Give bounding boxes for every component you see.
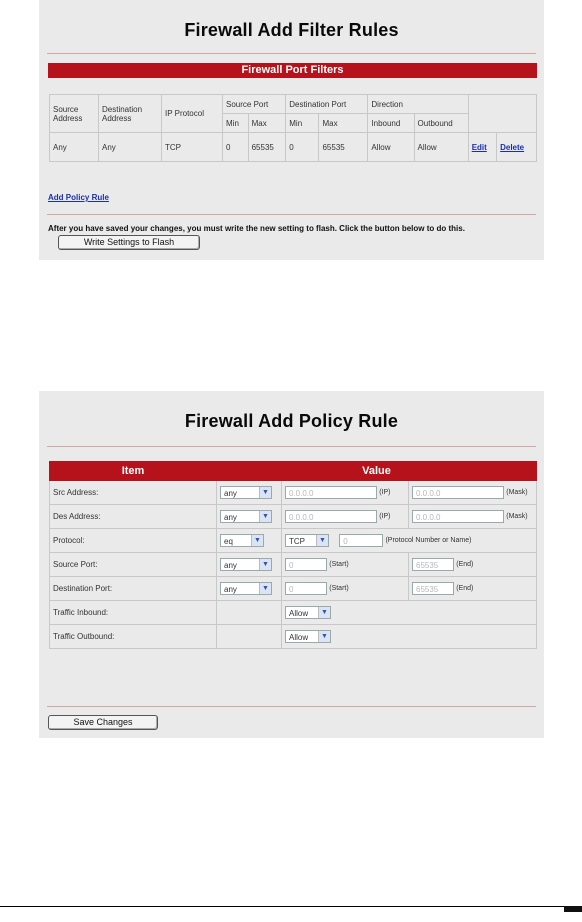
divider — [47, 53, 536, 54]
value-cell — [282, 529, 537, 553]
mask-suffix: (Mask) — [506, 513, 528, 520]
value-cell — [217, 481, 282, 505]
ip-suffix: (IP) — [379, 513, 391, 520]
row-label: Src Address: — [50, 481, 217, 505]
chevron-down-icon: ▼ — [251, 535, 263, 546]
protocol-number-suffix: (Protocol Number or Name) — [385, 537, 472, 544]
row-label: Destination Port: — [50, 577, 217, 601]
src-ip-input[interactable]: 0.0.0.0 — [285, 486, 377, 499]
divider — [47, 214, 536, 215]
column-value: Value — [217, 462, 537, 481]
select-value: Allow — [289, 609, 309, 618]
destination-port-end-input[interactable]: 65535 — [412, 582, 454, 595]
cell-source-address: Any — [50, 133, 99, 162]
header-destination-address: Destination Address — [99, 95, 162, 133]
destination-port-select[interactable] — [220, 582, 272, 595]
end-suffix: (End) — [456, 561, 474, 568]
chevron-down-icon: ▼ — [318, 631, 330, 642]
select-value: eq — [224, 537, 233, 546]
chevron-down-icon: ▼ — [259, 511, 271, 522]
cell-destination-address: Any — [99, 133, 162, 162]
flash-note: After you have saved your changes, you must write the new setting to flash. Click the button below to do this. — [48, 224, 465, 233]
select-value: TCP — [289, 537, 305, 546]
delete-cell — [497, 133, 537, 162]
start-suffix: (Start) — [329, 585, 349, 592]
protocol-operator-select[interactable] — [220, 534, 264, 547]
src-address-type-select[interactable] — [220, 486, 272, 499]
cell-inbound: Allow — [368, 133, 414, 162]
divider — [47, 706, 536, 707]
header-ip-protocol: IP Protocol — [162, 95, 223, 133]
header-dst-min: Min — [286, 114, 319, 133]
value-cell — [409, 553, 537, 577]
cell-src-max: 65535 — [248, 133, 286, 162]
des-mask-input[interactable]: 0.0.0.0 — [412, 510, 504, 523]
table-row — [50, 601, 537, 625]
row-label: Traffic Inbound: — [50, 601, 217, 625]
select-value: any — [224, 561, 237, 570]
cell-ip-protocol: TCP — [162, 133, 223, 162]
des-address-type-select[interactable] — [220, 510, 272, 523]
value-cell — [217, 553, 282, 577]
page-footer-mark — [564, 906, 582, 912]
divider — [47, 446, 536, 447]
header-inbound: Inbound — [368, 114, 414, 133]
value-cell — [282, 505, 409, 529]
select-value: any — [224, 513, 237, 522]
protocol-select[interactable] — [285, 534, 329, 547]
select-value: any — [224, 489, 237, 498]
header-outbound: Outbound — [414, 114, 468, 133]
end-suffix: (End) — [456, 585, 474, 592]
mask-suffix: (Mask) — [506, 489, 528, 496]
header-destination-port: Destination Port — [286, 95, 368, 114]
ip-suffix: (IP) — [379, 489, 391, 496]
chevron-down-icon: ▼ — [316, 535, 328, 546]
edit-link[interactable]: Edit — [471, 142, 487, 152]
header-src-max: Max — [248, 114, 286, 133]
value-cell — [217, 601, 282, 625]
add-policy-rule-link[interactable]: Add Policy Rule — [48, 193, 109, 202]
chevron-down-icon: ▼ — [259, 583, 271, 594]
value-cell — [217, 529, 282, 553]
table-row — [50, 625, 537, 649]
save-changes-button[interactable]: Save Changes — [48, 715, 158, 730]
filter-rules-panel — [39, 0, 544, 260]
table-row — [50, 529, 537, 553]
select-value: Allow — [289, 633, 309, 642]
header-actions — [468, 95, 536, 133]
cell-dst-min: 0 — [286, 133, 319, 162]
row-label: Protocol: — [50, 529, 217, 553]
value-cell — [217, 505, 282, 529]
chevron-down-icon: ▼ — [259, 487, 271, 498]
source-port-end-input[interactable]: 65535 — [412, 558, 454, 571]
source-port-start-input[interactable]: 0 — [285, 558, 327, 571]
cell-src-min: 0 — [223, 133, 249, 162]
delete-link[interactable]: Delete — [500, 142, 525, 152]
protocol-number-input[interactable]: 0 — [339, 534, 383, 547]
table-row — [50, 577, 537, 601]
start-suffix: (Start) — [329, 561, 349, 568]
chevron-down-icon: ▼ — [259, 559, 271, 570]
header-src-min: Min — [223, 114, 249, 133]
row-label: Source Port: — [50, 553, 217, 577]
header-direction: Direction — [368, 95, 468, 114]
select-value: any — [224, 585, 237, 594]
header-source-port: Source Port — [223, 95, 286, 114]
edit-cell — [468, 133, 496, 162]
value-cell — [282, 577, 409, 601]
value-cell — [217, 577, 282, 601]
write-settings-to-flash-button[interactable]: Write Settings to Flash — [58, 235, 200, 250]
value-cell — [282, 481, 409, 505]
cell-dst-max: 65535 — [319, 133, 368, 162]
section-header-bar: Firewall Port Filters — [48, 63, 537, 78]
source-port-select[interactable] — [220, 558, 272, 571]
value-cell — [409, 577, 537, 601]
page-footer-rule — [0, 906, 582, 907]
policy-rule-table — [49, 461, 537, 649]
filter-rules-table — [49, 94, 537, 162]
table-row — [50, 133, 537, 162]
traffic-outbound-select[interactable] — [285, 630, 331, 643]
page-title: Firewall Add Filter Rules — [184, 20, 399, 40]
value-cell — [282, 601, 537, 625]
header-source-address: Source Address — [50, 95, 99, 133]
row-label: Des Address: — [50, 505, 217, 529]
table-row — [50, 505, 537, 529]
page-title: Firewall Add Policy Rule — [184, 411, 399, 431]
chevron-down-icon: ▼ — [318, 607, 330, 618]
policy-rule-panel — [39, 391, 544, 738]
value-cell — [217, 625, 282, 649]
header-dst-max: Max — [319, 114, 368, 133]
src-mask-input[interactable]: 0.0.0.0 — [412, 486, 504, 499]
des-ip-input[interactable]: 0.0.0.0 — [285, 510, 377, 523]
value-cell — [409, 481, 537, 505]
row-label: Traffic Outbound: — [50, 625, 217, 649]
traffic-inbound-select[interactable] — [285, 606, 331, 619]
column-item: Item — [50, 462, 217, 481]
value-cell — [282, 553, 409, 577]
table-row — [50, 553, 537, 577]
table-row — [50, 481, 537, 505]
cell-outbound: Allow — [414, 133, 468, 162]
destination-port-start-input[interactable]: 0 — [285, 582, 327, 595]
value-cell — [409, 505, 537, 529]
value-cell — [282, 625, 537, 649]
